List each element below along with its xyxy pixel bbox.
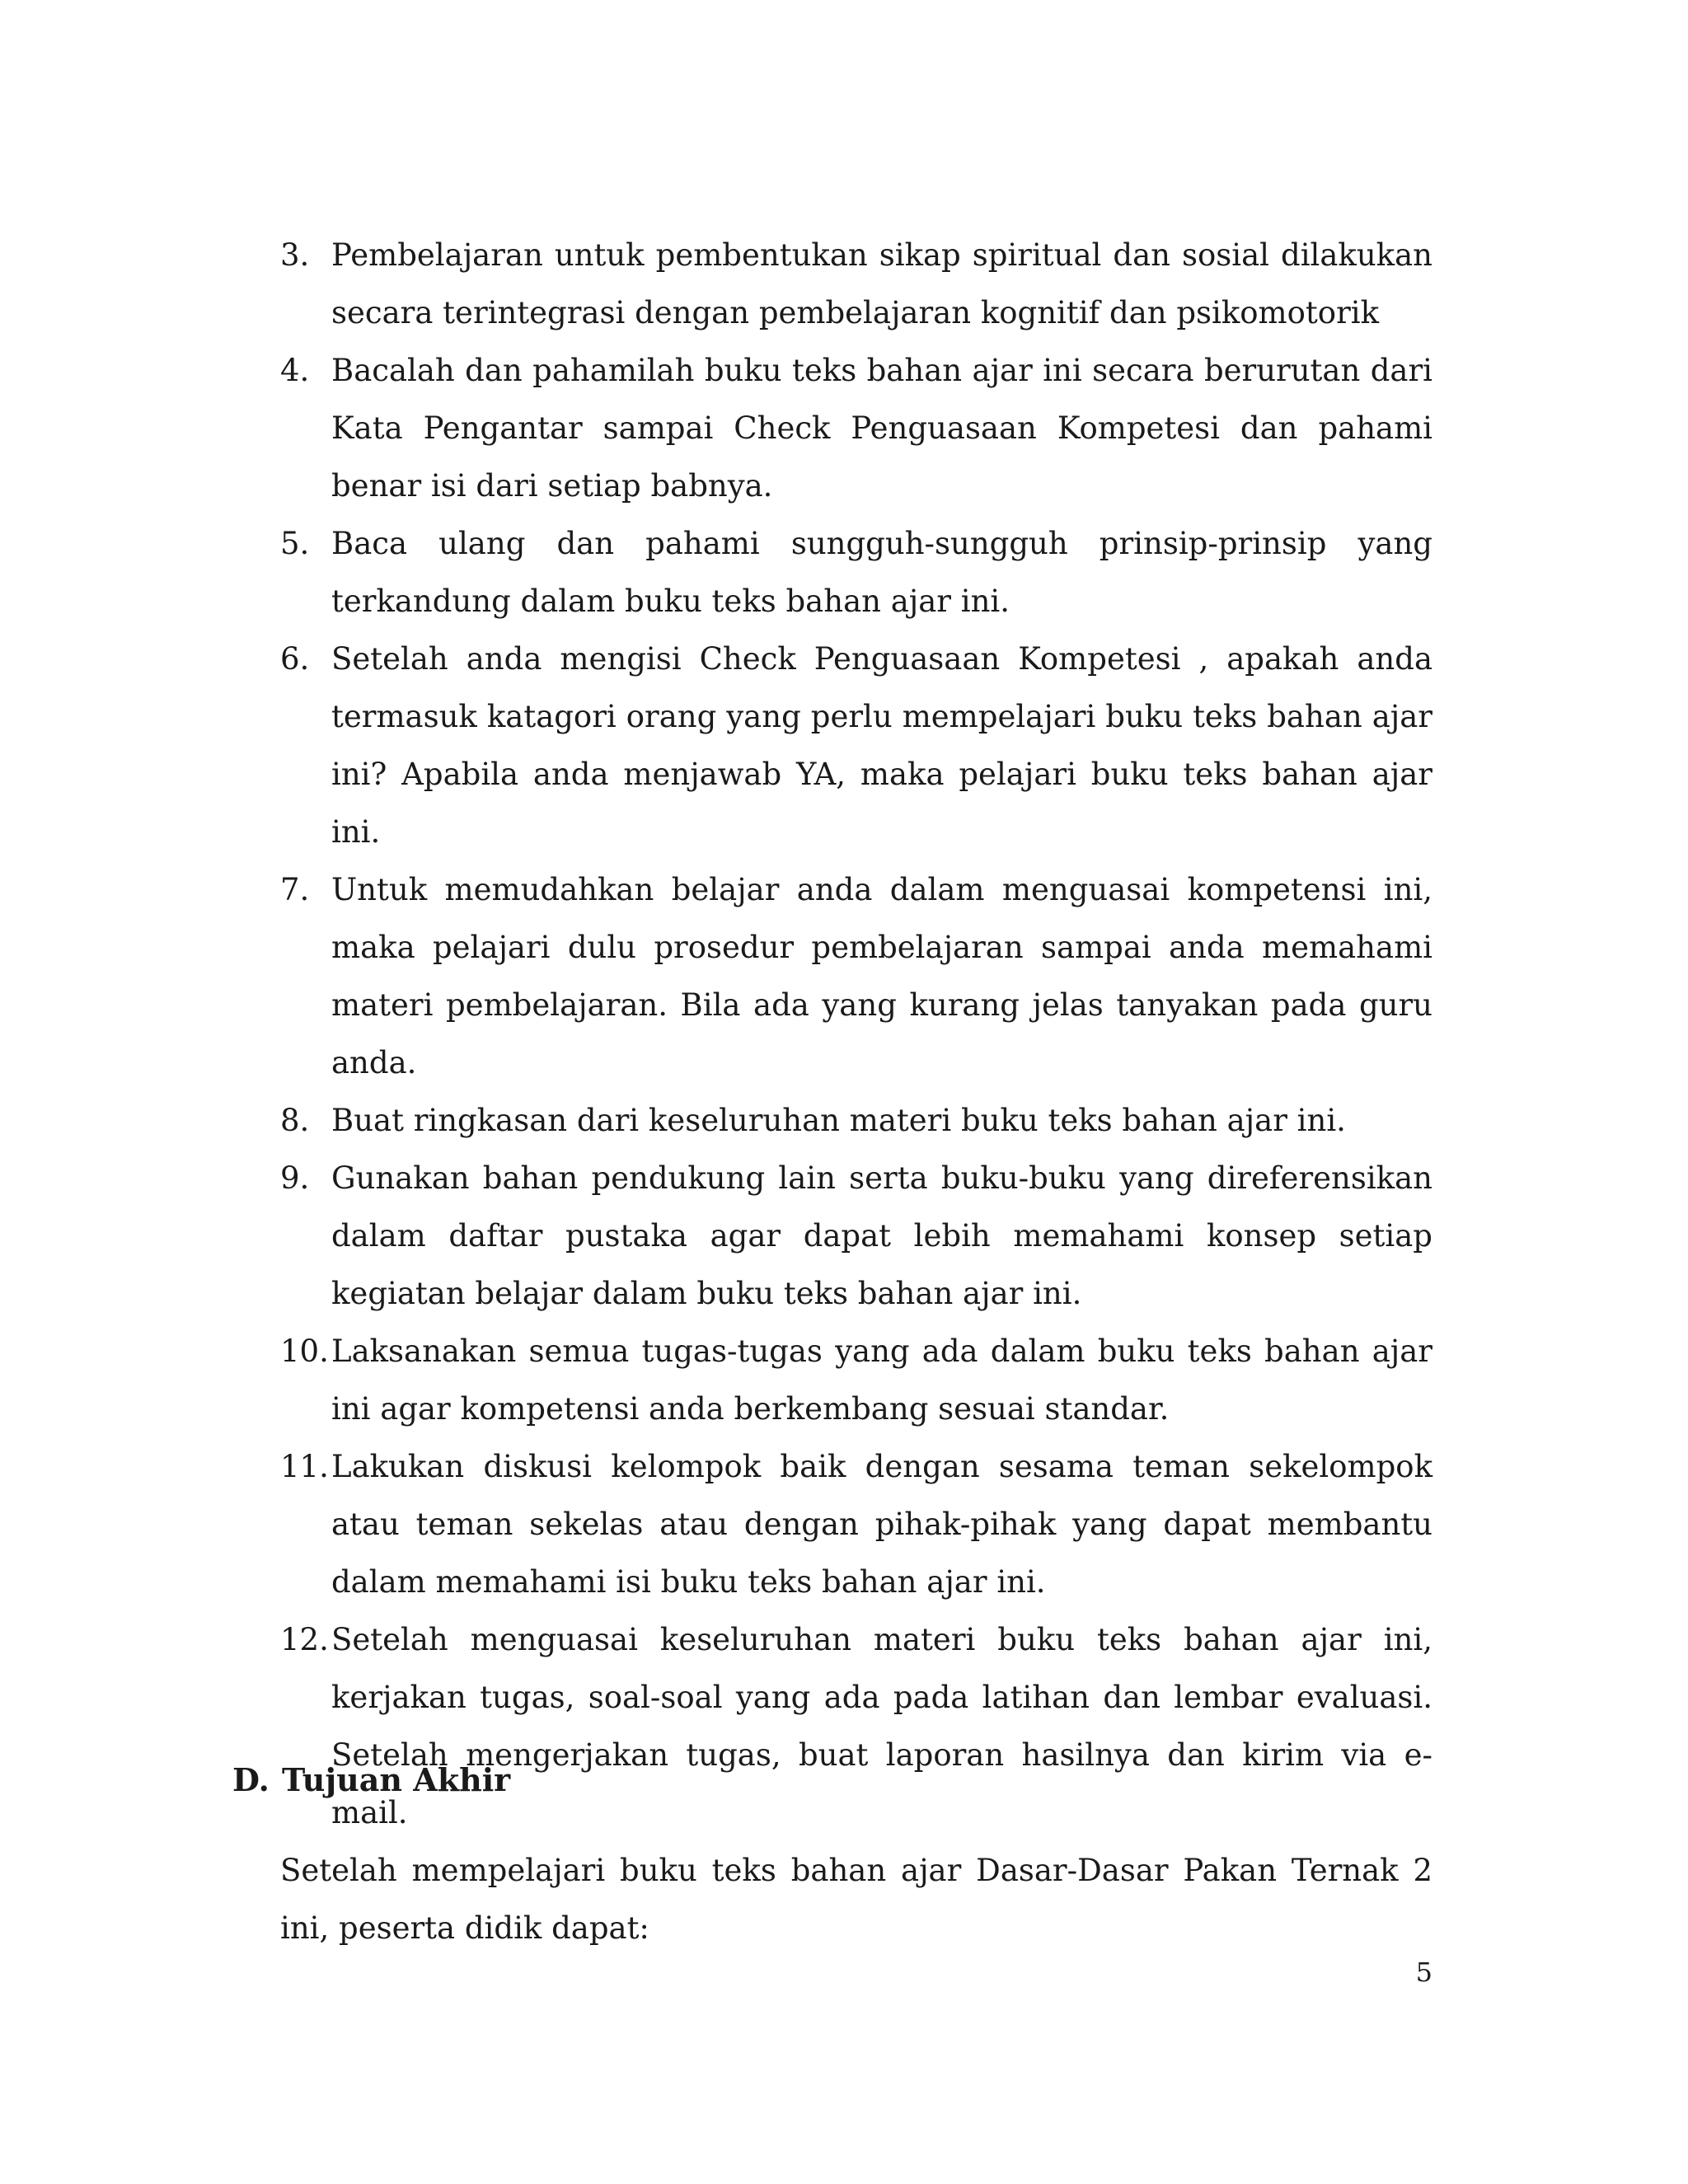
list-item-text: Lakukan diskusi kelompok baik dengan sesama teman sekelompok atau teman sekelas atau dengan pihak-pihak yang dapat membantu dalam memahami isi buku teks bahan ajar ini. bbox=[331, 1449, 1432, 1600]
page-number: 5 bbox=[1415, 1957, 1432, 1988]
list-item-text: Untuk memudahkan belajar anda dalam menguasai kompetensi ini, maka pelajari dulu prosedur pembelajaran sampai anda memahami materi pembelajaran. Bila ada yang kurang jelas tanyakan pada guru anda. bbox=[331, 872, 1432, 1080]
list-item-text: Setelah menguasai keseluruhan materi buku teks bahan ajar ini, kerjakan tugas, soal-soal yang ada pada latihan dan lembar evaluasi. Setelah mengerjakan tugas, buat laporan hasilnya dan kirim via e-mail. bbox=[331, 1622, 1432, 1830]
list-item-number: 6. bbox=[280, 641, 310, 677]
list-item bbox=[280, 342, 1432, 515]
list-item-number: 10. bbox=[280, 1333, 329, 1369]
list-item-text: Bacalah dan pahamilah buku teks bahan ajar ini secara berurutan dari Kata Pengantar sampai Check Penguasaan Kompetesi dan pahami benar isi dari setiap babnya. bbox=[331, 353, 1432, 504]
section-paragraph: Setelah mempelajari buku teks bahan ajar Dasar-Dasar Pakan Ternak 2 ini, peserta didik dapat: bbox=[280, 1853, 1432, 1946]
list-item-number: 11. bbox=[280, 1449, 329, 1484]
list-item-text: Laksanakan semua tugas-tugas yang ada dalam buku teks bahan ajar ini agar kompetensi anda berkembang sesuai standar. bbox=[331, 1333, 1432, 1427]
list-item bbox=[280, 515, 1432, 630]
list-item bbox=[280, 227, 1432, 342]
list-item-text: Buat ringkasan dari keseluruhan materi buku teks bahan ajar ini. bbox=[331, 1103, 1346, 1138]
list-item bbox=[280, 1438, 1432, 1611]
list-item-number: 9. bbox=[280, 1160, 310, 1196]
instruction-list bbox=[280, 227, 1432, 1842]
list-item-text: Setelah anda mengisi Check Penguasaan Kompetesi , apakah anda termasuk katagori orang yang perlu mempelajari buku teks bahan ajar ini? Apabila anda menjawab YA, maka pelajari buku teks bahan ajar ini. bbox=[331, 641, 1432, 850]
list-item bbox=[280, 1323, 1432, 1438]
list-item-text: Baca ulang dan pahami sungguh-sungguh prinsip-prinsip yang terkandung dalam buku teks bahan ajar ini. bbox=[331, 526, 1432, 619]
section-title: Tujuan Akhir bbox=[282, 1761, 511, 1798]
list-item-number: 3. bbox=[280, 237, 310, 273]
list-item bbox=[280, 1092, 1432, 1150]
list-item-text: Pembelajaran untuk pembentukan sikap spiritual dan sosial dilakukan secara terintegrasi dengan pembelajaran kognitif dan psikomotorik bbox=[331, 237, 1432, 330]
section-heading bbox=[232, 1751, 1386, 1809]
list-item-text: Gunakan bahan pendukung lain serta buku-buku yang direferensikan dalam daftar pustaka agar dapat lebih memahami konsep setiap kegiatan belajar dalam buku teks bahan ajar ini. bbox=[331, 1160, 1432, 1311]
list-item-number: 4. bbox=[280, 353, 310, 388]
list-item-number: 7. bbox=[280, 872, 310, 907]
list-item bbox=[280, 1150, 1432, 1323]
list-item bbox=[280, 630, 1432, 861]
list-item-number: 8. bbox=[280, 1103, 310, 1138]
list-item bbox=[280, 861, 1432, 1092]
section-letter: D. bbox=[232, 1761, 270, 1798]
list-item-number: 5. bbox=[280, 526, 310, 561]
list-item-number: 12. bbox=[280, 1622, 329, 1657]
